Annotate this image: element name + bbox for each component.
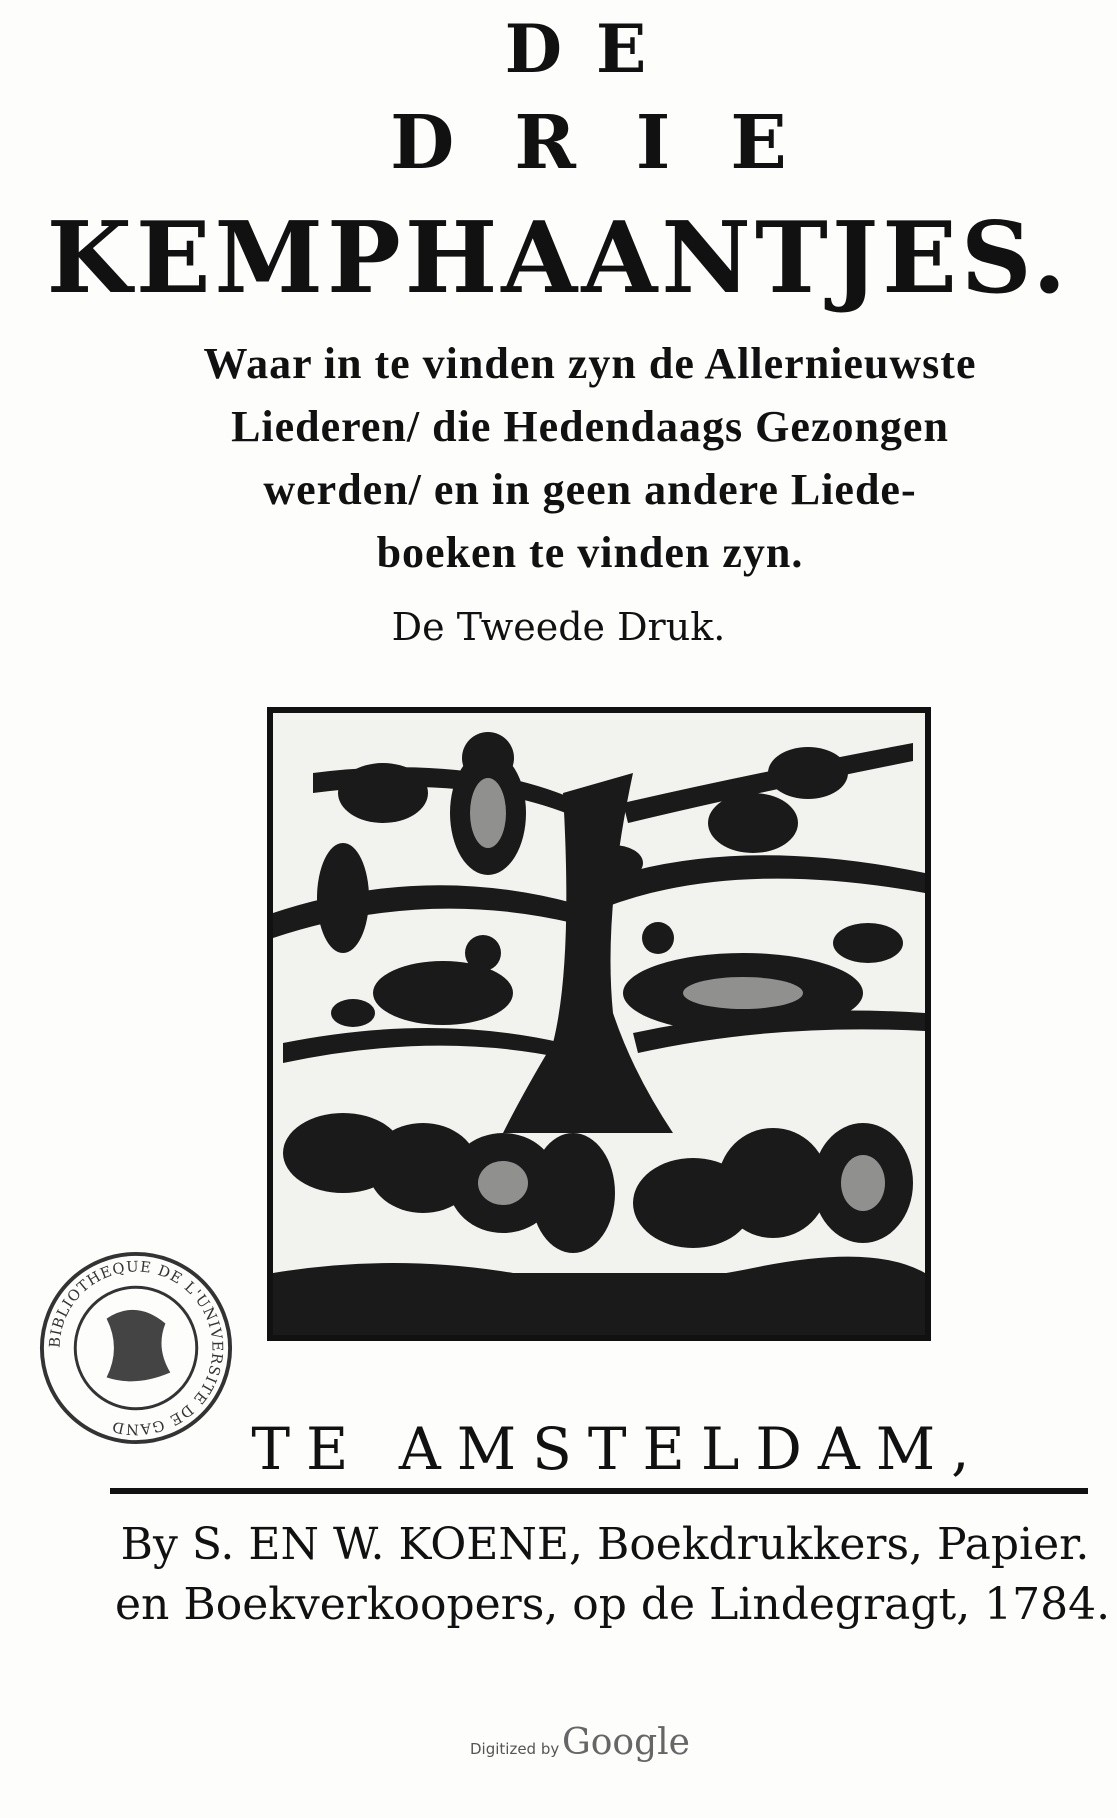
title-line-drie: DRIE [390,100,847,186]
rule-thick [110,1488,1088,1494]
woodcut-illustration [267,707,931,1341]
imprint-block [115,1515,1111,1635]
google-logo: Google [562,1722,690,1763]
edition-label: De Tweede Druk. [391,605,726,649]
imprint-line: By S. EN W. KOENE, Boekdrukkers, Papier. [120,1519,1090,1570]
subtitle-line: Liederen/ die Hedendaags Gezongen [231,402,949,451]
imprint-place: TE AMSTELDAM, [251,1415,986,1483]
subtitle-block [110,332,1070,584]
subtitle-line: Waar in te vinden zyn de Allernieuwste [203,339,977,388]
title-line-kemphaantjes: KEMPHAANTJES. [46,201,1071,316]
subtitle-line: werden/ en in geen andere Liede- [263,465,917,514]
subtitle-line: boeken te vinden zyn. [376,528,804,577]
digitized-label: Digitized by [470,1740,560,1758]
title-line-de: DE [504,10,681,88]
imprint-line: en Boekverkoopers, op de Lindegragt, 1784. [115,1579,1111,1630]
stamp-text: BIBLIOTHEQUE DE L'UNIVERSITE DE GAND [46,1258,226,1438]
